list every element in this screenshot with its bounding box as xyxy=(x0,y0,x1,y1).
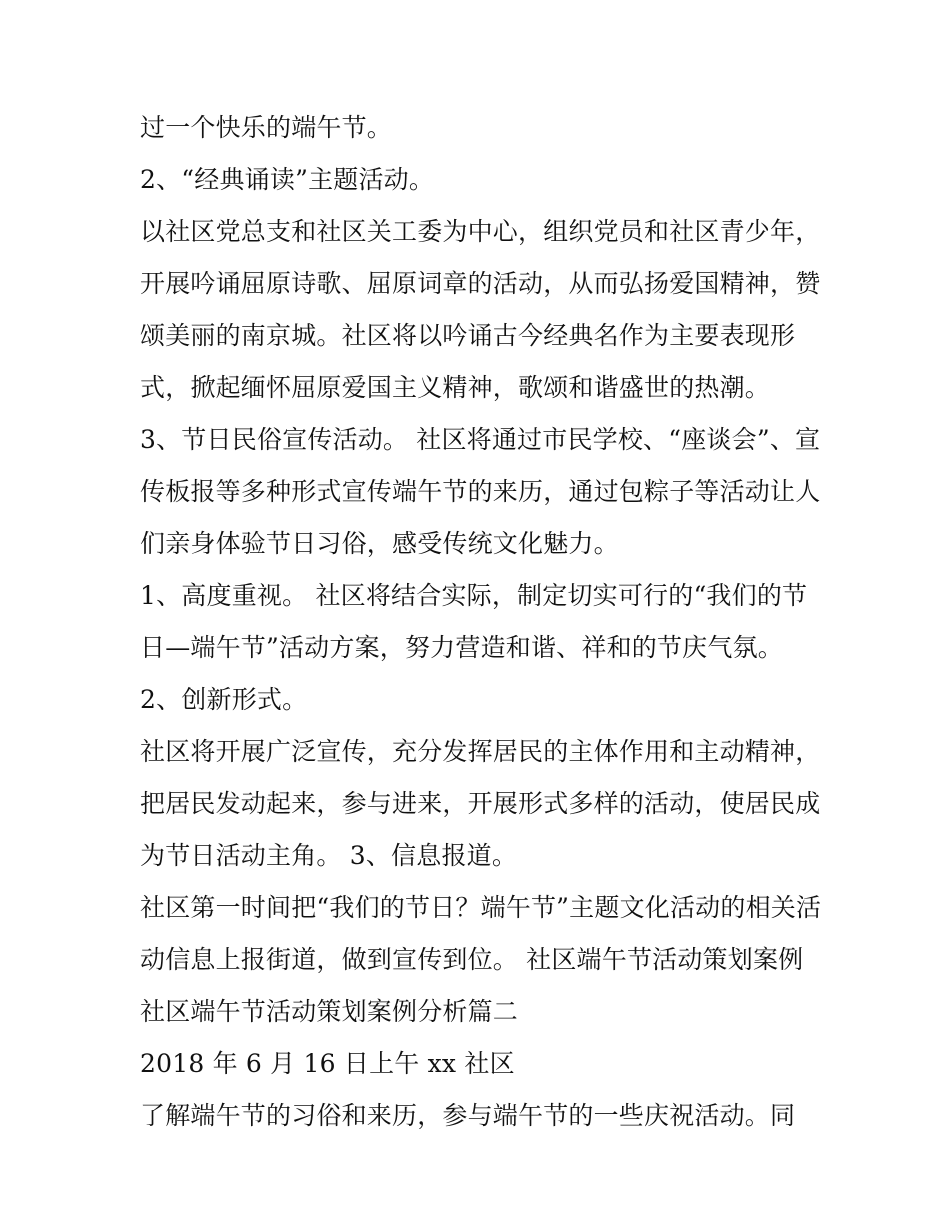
text-line: 2、“经典诵读”主题活动。 xyxy=(140,165,435,194)
text-line: 颂美丽的南京城。社区将以吟诵古今经典名作为主要表现形 xyxy=(140,321,796,350)
text-line: 日—端午节”活动方案，努力营造和谐、祥和的节庆气氛。 xyxy=(140,633,783,662)
text-line: 过一个快乐的端午节。 xyxy=(140,113,393,142)
text-line: 了解端午节的习俗和来历，参与端午节的一些庆祝活动。同 xyxy=(140,1101,796,1130)
text-line: 为节日活动主角。 3、信息报道。 xyxy=(140,841,518,870)
text-line: 式，掀起缅怀屈原爱国主义精神，歌颂和谐盛世的热潮。 xyxy=(140,373,771,402)
text-line: 社区将开展广泛宣传，充分发挥居民的主体作用和主动精神， xyxy=(140,737,821,766)
text-line: 3、节日民俗宣传活动。 社区将通过市民学校、“座谈会”、宣 xyxy=(140,425,821,454)
text-line: 1、高度重视。 社区将结合实际，制定切实可行的“我们的节 xyxy=(140,581,808,610)
text-line: 2018 年 6 月 16 日上午 xx 社区 xyxy=(140,1049,515,1078)
text-line: 传板报等多种形式宣传端午节的来历，通过包粽子等活动让人 xyxy=(140,477,821,506)
text-line: 们亲身体验节日习俗，感受传统文化魅力。 xyxy=(140,529,619,558)
text-line: 社区端午节活动策划案例分析篇二 xyxy=(140,997,519,1026)
text-line: 社区第一时间把“我们的节日？端午节”主题文化活动的相关活 xyxy=(140,893,822,922)
text-line: 把居民发动起来，参与进来，开展形式多样的活动，使居民成 xyxy=(140,789,821,818)
text-line: 开展吟诵屈原诗歌、屈原词章的活动，从而弘扬爱国精神，赞 xyxy=(140,269,821,298)
text-line: 2、创新形式。 xyxy=(140,685,308,714)
text-line: 以社区党总支和社区关工委为中心，组织党员和社区青少年， xyxy=(140,217,821,246)
text-line: 动信息上报街道，做到宣传到位。 社区端午节活动策划案例 xyxy=(140,945,804,974)
